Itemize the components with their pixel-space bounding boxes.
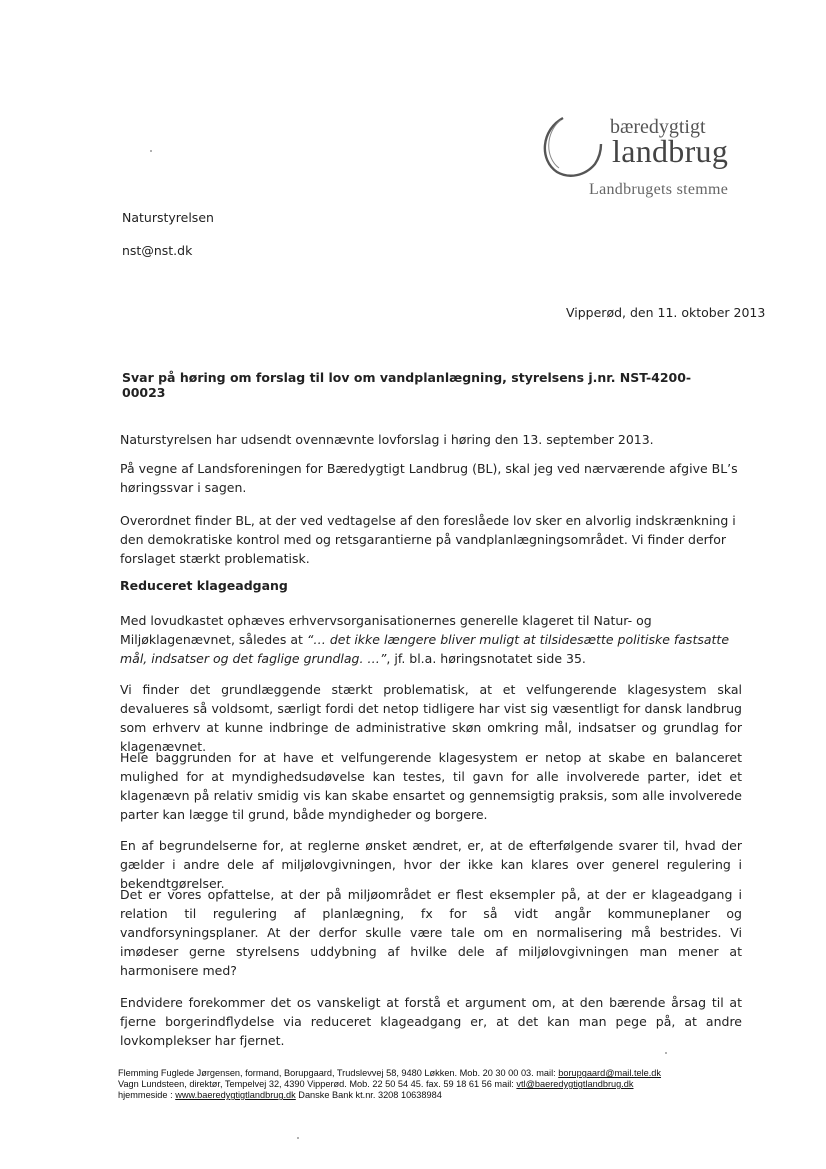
footer-line-chairman — [118, 1068, 718, 1079]
letter-subject: Svar på høring om forslag til lov om vandplanlægning, styrelsens j.nr. NST-4200-00023 — [122, 370, 692, 400]
footer-line-director — [118, 1079, 718, 1090]
paragraph-behalf: På vegne af Landsforeningen for Bæredygtigt Landbrug (BL), skal jeg ved nærværende afgive BL’s høringssvar i sagen. — [120, 461, 738, 495]
paragraph-problematic: Vi finder det grundlæggende stærkt problematisk, at et velfungerende klagesystem skal devalueres så voldsomt, særligt fordi det netop tidligere har vist sig væsentligt for dansk landbrug som erhverv at kunne indbringe de administrative skøn omkring mål, indsatser og grundlag for klagenævnet. — [120, 682, 742, 754]
recipient-email: nst@nst.dk — [122, 243, 193, 258]
date-line: Vipperød, den 11. oktober 2013 — [566, 305, 766, 320]
footer-chairman-email-link[interactable]: borupgaard@mail.tele.dk — [558, 1068, 662, 1078]
footer-website-link[interactable]: www.baeredygtigtlandbrug.dk — [175, 1090, 296, 1100]
footer-chairman-text: Flemming Fuglede Jørgensen, formand, Borupgaard, Trudslevvej 58, 9480 Løkken. Mob. 20 30 00 03. mail: — [118, 1068, 559, 1078]
footer-line-website — [118, 1090, 718, 1101]
logo-main-text: landbrug — [612, 133, 729, 169]
paragraph-opinion: Det er vores opfattelse, at der på miljøområdet er flest eksempler på, at der er klageadgang i relation til regulering af planlægning, fx for så vidt angår kommuneplaner og vandforsyningsplaner. At der derfor skulle være tale om en normalisering må bestrides. Vi imødeser gerne styrelsens uddybning af hvilke dele af miljølovgivningen man mener at harmonisere med? — [120, 887, 742, 978]
recipient-name: Naturstyrelsen — [122, 210, 214, 225]
footer-director-text: Vagn Lundsteen, direktør, Tempelvej 32, 4390 Vipperød. Mob. 22 50 54 45. fax. 59 18 61 56 mail: — [118, 1079, 517, 1089]
footer-bank-text: Danske Bank kt.nr. 3208 10638984 — [295, 1090, 442, 1100]
footer-website-label: hjemmeside : — [118, 1090, 176, 1100]
paragraph-intro: Naturstyrelsen har udsendt ovennævnte lovforslag i høring den 13. september 2013. — [120, 432, 654, 447]
logo-top-text: bæredygtigt — [610, 116, 706, 138]
logo-tagline: Landbrugets stemme — [589, 181, 729, 198]
scan-speck — [665, 1052, 667, 1054]
paragraph-law-draft-start: Med lovudkastet ophæves erhvervsorganisationernes generelle klageret til Natur- og Miljøklagenævnet, således at — [120, 613, 652, 647]
footer-director-email-link[interactable]: vtl@baeredygtigtlandbrug.dk — [516, 1079, 634, 1089]
paragraph-reasons: En af begrundelserne for, at reglerne ønsket ændret, er, at de efterfølgende svarer til, hvad der gælder i andre dele af miljølovgivningen, hvor der ikke kan klares over generel regulering i bekendtgørelser. — [120, 838, 742, 891]
paragraph-law-draft-end: , jf. bl.a. høringsnotatet side 35. — [386, 651, 586, 666]
section-heading: Reduceret klageadgang — [120, 578, 288, 593]
paragraph-background: Hele baggrunden for at have et velfungerende klagesystem er netop at skabe en balanceret mulighed for at myndighedsudøvelse kan testes, til gavn for alle involverede parter, idet et klagenævn på relativ smidig vis kan skabe ensartet og gennemsigtig praksis, som alle involverede parter kan lægge til grund, både myndigheder og borgere. — [120, 750, 742, 822]
scan-speck — [297, 1137, 299, 1139]
scan-speck — [150, 150, 152, 152]
paragraph-overall: Overordnet finder BL, at der ved vedtagelse af den foreslåede lov sker en alvorlig indskrænkning i den demokratiske kontrol med og retsgarantierne på vandplanlægningsområdet. Vi finder derfor forslaget stærkt problematisk. — [120, 513, 736, 566]
logo-swoosh-icon — [535, 112, 615, 182]
paragraph-law-draft — [120, 611, 742, 668]
paragraph-law-draft-quote: “… det ikke længere bliver muligt at tilsidesætte politiske fastsatte mål, indsatser og det faglige grundlag. …” — [120, 632, 730, 666]
paragraph-furthermore: Endvidere forekommer det os vanskeligt at forstå et argument om, at den bærende årsag til at fjerne borgerindflydelse via reduceret klageadgang er, at det kan man pege på, at andre lovkomplekser har fjernet. — [120, 995, 742, 1048]
